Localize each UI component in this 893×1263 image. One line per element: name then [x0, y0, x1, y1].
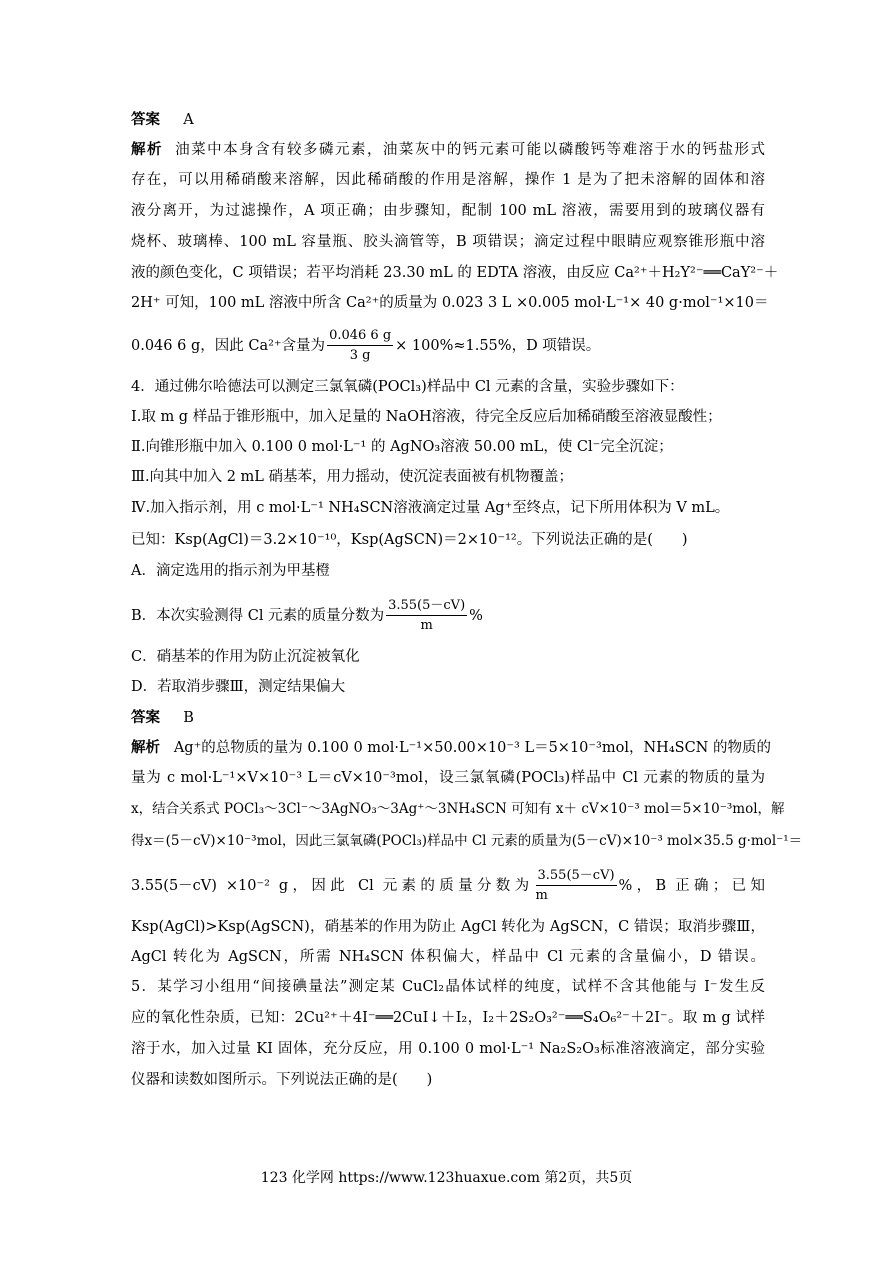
q4-answer — [131, 708, 765, 728]
answer-value: B — [183, 710, 194, 726]
answer-label: 答案 — [131, 111, 160, 128]
fraction — [536, 868, 617, 904]
analysis-text: 0.046 6 g，因此 Ca²⁺含量为 — [131, 338, 326, 354]
fraction — [386, 598, 467, 634]
option-text: % — [469, 608, 483, 624]
option-text: B．本次实验测得 Cl 元素的质量分数为 — [131, 608, 385, 624]
q4-step-4: Ⅳ.加入指示剂，用 c mol·L⁻¹ NH₄SCN溶液滴定过量 Ag⁺至终点，记下所用体积为 V mL。 — [131, 500, 730, 516]
analysis-text: 3.55(5－cV) ×10⁻² g，因此 Cl 元素的质量分数为 — [131, 878, 534, 894]
q4-analysis-line-3: x，结合关系式 POCl₃～3Cl⁻～3AgNO₃～3Ag⁺～3NH₄SCN 可知有 x＋ cV×10⁻³ mol＝5×10⁻³mol，解 — [131, 801, 785, 817]
answer-value: A — [183, 112, 194, 128]
q3-analysis-line-5: 液的颜色变化，C 项错误；若平均消耗 23.30 mL 的 EDTA 溶液，由反应 Ca²⁺＋H₂Y²⁻══CaY²⁻＋ — [131, 265, 779, 281]
q4-step-1: Ⅰ.取 m g 样品于锥形瓶中，加入足量的 NaOH溶液，待完全反应后加稀硝酸至溶液显酸性； — [131, 409, 722, 425]
q4-option-a: A．滴定选用的指示剂为甲基橙 — [131, 563, 330, 579]
q3-analysis-line-2: 存在，可以用稀硝酸来溶解，因此稀硝酸的作用是溶解，操作 1 是为了把未溶解的固体和溶 — [131, 172, 765, 188]
analysis-text: × 100%≈1.55%，D 项错误。 — [395, 338, 601, 354]
q4-analysis-line-4: 得x＝(5－cV)×10⁻³mol，因此三氯氧磷(POCl₃)样品中 Cl 元素的质量为(5－cV)×10⁻³ mol×35.5 g·mol⁻¹＝ — [131, 833, 803, 849]
fraction-numerator: 0.046 6 g — [327, 328, 393, 346]
q3-analysis-line-6: 2H⁺ 可知，100 mL 溶液中所含 Ca²⁺的质量为 0.023 3 L ×0.005 mol·L⁻¹× 40 g·mol⁻¹×10＝ — [131, 295, 769, 311]
q3-answer — [131, 110, 765, 130]
analysis-label: 解析 — [131, 141, 163, 158]
page-footer: 123 化学网 https://www.123huaxue.com 第2页，共5页 — [260, 1170, 633, 1186]
fraction-denominator: m — [420, 618, 433, 633]
q3-analysis-line-4: 烧杯、玻璃棒、100 mL 容量瓶、胶头滴管等，B 项错误；滴定过程中眼睛应观察锥形瓶中溶 — [131, 234, 765, 250]
analysis-text: Ag⁺的总物质的量为 0.100 0 mol·L⁻¹×50.00×10⁻³ L＝5×10⁻³mol，NH₄SCN 的物质的 — [173, 740, 771, 756]
q4-analysis-line-7: AgCl 转化为 AgSCN，所需 NH₄SCN 体积偏大，样品中 Cl 元素的含量偏小，D 错误。 — [131, 949, 765, 965]
q4-known: 已知：Ksp(AgCl)＝3.2×10⁻¹⁰，Ksp(AgSCN)＝2×10⁻¹²。下列说法正确的是( ) — [131, 532, 688, 548]
q5-line-2: 应的氧化性杂质，已知：2Cu²⁺＋4I⁻══2CuI↓＋I₂，I₂＋2S₂O₃²⁻══S₄O₆²⁻＋2I⁻。取 m g 试样 — [131, 1010, 765, 1026]
q5-line-3: 溶于水，加入过量 KI 固体，充分反应，用 0.100 0 mol·L⁻¹ Na₂S₂O₃标准溶液滴定，部分实验 — [131, 1041, 765, 1057]
q3-analysis-line-7 — [131, 326, 765, 366]
q4-step-3: Ⅲ.向其中加入 2 mL 硝基苯，用力摇动，使沉淀表面被有机物覆盖； — [131, 469, 574, 485]
fraction-denominator: 3 g — [349, 348, 371, 363]
analysis-text: %，B 正确；已知 — [618, 878, 766, 894]
q4-option-d: D．若取消步骤Ⅲ，测定结果偏大 — [131, 679, 346, 695]
q4-stem: 4．通过佛尔哈德法可以测定三氯氧磷(POCl₃)样品中 Cl 元素的含量，实验步骤如下： — [131, 379, 684, 395]
fraction-numerator: 3.55(5－cV) — [386, 598, 467, 616]
q4-option-c: C．硝基苯的作用为防止沉淀被氧化 — [131, 649, 360, 665]
q5-line-4: 仪器和读数如图所示。下列说法正确的是( ) — [131, 1072, 433, 1088]
fraction-numerator: 3.55(5－cV) — [536, 868, 617, 886]
q4-option-b — [131, 596, 765, 636]
answer-label: 答案 — [131, 709, 160, 726]
q3-analysis-line-3: 液分离开，为过滤操作，A 项正确；由步骤知，配制 100 mL 溶液，需要用到的玻璃仪器有 — [131, 203, 765, 219]
q4-step-2: Ⅱ.向锥形瓶中加入 0.100 0 mol·L⁻¹ 的 AgNO₃溶液 50.00 mL，使 Cl⁻完全沉淀； — [131, 439, 673, 455]
q4-analysis-line-2: 量为 c mol·L⁻¹×V×10⁻³ L＝cV×10⁻³mol，设三氯氧磷(POCl₃)样品中 Cl 元素的物质的量为 — [131, 770, 765, 786]
fraction — [327, 328, 393, 364]
q4-analysis-line-5 — [131, 866, 765, 906]
analysis-label: 解析 — [131, 739, 160, 756]
analysis-text: 油菜中本身含有较多磷元素，油菜灰中的钙元素可能以磷酸钙等难溶于水的钙盐形式 — [175, 142, 766, 158]
q3-analysis-line-1 — [131, 140, 765, 160]
fraction-denominator: m — [535, 888, 548, 903]
q5-line-1: 5．某学习小组用“间接碘量法”测定某 CuCl₂晶体试样的纯度，试样不含其他能与 I⁻发生反 — [131, 979, 765, 995]
q4-analysis-line-6: Ksp(AgCl)>Ksp(AgSCN)，硝基苯的作用为防止 AgCl 转化为 AgSCN，C 错误；取消步骤Ⅲ， — [131, 919, 765, 935]
q4-analysis-line-1 — [131, 738, 771, 758]
